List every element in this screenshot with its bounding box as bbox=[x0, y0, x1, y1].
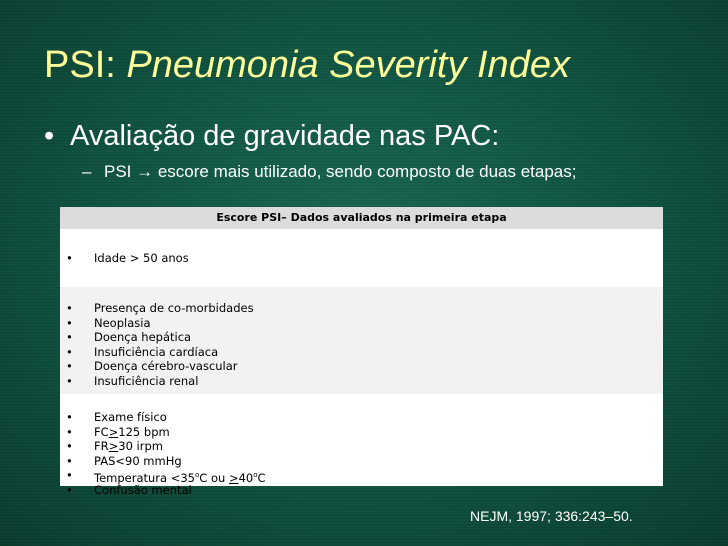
degree-symbol: o bbox=[253, 471, 258, 479]
bullet-dot: • bbox=[66, 359, 73, 373]
table-row bbox=[66, 483, 663, 498]
row-text: Doença cérebro-vascular bbox=[94, 359, 238, 373]
table-row bbox=[66, 345, 663, 360]
title-italic: Pneumonia Severity Index bbox=[126, 44, 570, 86]
bullet-dot: • bbox=[66, 482, 73, 497]
table-row bbox=[66, 251, 663, 266]
table-row bbox=[66, 468, 663, 483]
bullet-dot: • bbox=[66, 453, 73, 468]
row-text: Neoplasia bbox=[94, 315, 151, 330]
bullet-dot: • bbox=[66, 468, 73, 482]
psi-table bbox=[60, 207, 663, 497]
bullet-dot: • bbox=[66, 373, 73, 388]
arrow-icon: → bbox=[136, 162, 154, 181]
table-row bbox=[66, 410, 663, 425]
row-text-part: 40 bbox=[238, 470, 254, 485]
row-text-part: 30 irpm bbox=[118, 439, 163, 453]
row-text: PAS<90 mmHg bbox=[94, 453, 182, 468]
sub-bullet-dash: – bbox=[82, 162, 92, 181]
sub-bullet-text-1: PSI bbox=[104, 162, 137, 181]
bullet-dot: • bbox=[66, 410, 73, 424]
degree-symbol: o bbox=[195, 471, 200, 479]
row-text-part: FR bbox=[94, 439, 109, 453]
table-row bbox=[66, 359, 663, 374]
bullet-dot: • bbox=[66, 301, 73, 315]
table-row bbox=[66, 301, 663, 316]
sub-bullet-text-2: escore mais utilizado, sendo composto de duas etapas; bbox=[153, 162, 577, 181]
slide-title bbox=[44, 44, 570, 87]
sub-bullet bbox=[82, 162, 576, 182]
bullet-dot: • bbox=[66, 315, 73, 330]
row-text-part: C ou bbox=[199, 470, 229, 485]
title-prefix: PSI: bbox=[44, 44, 127, 86]
bullet-dot: • bbox=[44, 120, 55, 152]
row-text: Insuficiência renal bbox=[94, 373, 199, 388]
table-row bbox=[66, 439, 663, 454]
row-text-part: C bbox=[257, 470, 266, 485]
row-text-part: 125 bpm bbox=[118, 424, 170, 439]
gte-symbol: > bbox=[228, 470, 239, 485]
row-text: Idade > 50 anos bbox=[94, 251, 189, 265]
row-text: Doença hepática bbox=[94, 330, 192, 344]
table-group-exam bbox=[60, 394, 663, 497]
bullet-dot: • bbox=[66, 344, 73, 359]
gte-symbol: > bbox=[108, 439, 119, 453]
row-text-part: Temperatura <35 bbox=[94, 470, 195, 485]
row-text: Insuficiência cardíaca bbox=[94, 344, 219, 359]
table-row bbox=[66, 316, 663, 331]
main-bullet-text: Avaliação de gravidade nas PAC: bbox=[70, 120, 500, 152]
table-row bbox=[66, 330, 663, 345]
row-text: Confusão mental bbox=[94, 482, 192, 497]
table-row bbox=[66, 454, 663, 469]
bullet-dot: • bbox=[66, 330, 73, 344]
row-text bbox=[94, 439, 163, 454]
table-row bbox=[66, 374, 663, 389]
row-text-part: FC bbox=[94, 424, 109, 439]
table-header: Escore PSI– Dados avaliados na primeira etapa bbox=[60, 207, 663, 229]
table-group-age bbox=[60, 229, 663, 287]
gte-symbol: > bbox=[108, 424, 119, 439]
bullet-dot: • bbox=[66, 424, 73, 439]
table-row bbox=[66, 425, 663, 440]
row-text: Presença de co-morbidades bbox=[94, 301, 254, 315]
bullet-dot: • bbox=[66, 439, 73, 453]
citation: NEJM, 1997; 336:243–50. bbox=[470, 508, 633, 524]
row-text bbox=[94, 425, 170, 440]
row-text bbox=[94, 468, 266, 483]
bullet-dot: • bbox=[66, 251, 73, 265]
row-text: Exame físico bbox=[94, 410, 167, 424]
main-bullet bbox=[44, 120, 499, 153]
table-group-comorbidities bbox=[60, 287, 663, 394]
